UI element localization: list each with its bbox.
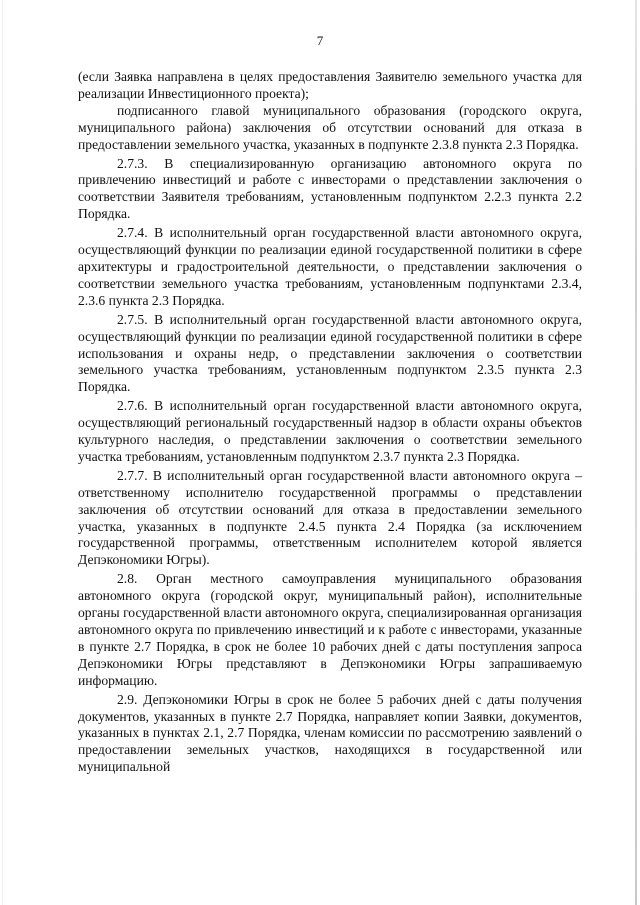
paragraph-2-7-6: 2.7.6. В исполнительный орган государственной власти автономного округа, осуществляющий региональный государственный надзор в области охраны объектов культурного наследия, о представлении заключения о соответствии земельного участка требованиям, установленным подпунктом 2.3.7 пункта 2.3 Порядка. [78, 398, 582, 464]
paragraph-2-9: 2.9. Депэкономики Югры в срок не более 5 рабочих дней с даты получения документов, указанных в пункте 2.7 Порядка, направляет копии Заявки, документов, указанных в пунктах 2.1, 2.7 Порядка, членам комиссии по рассмотрению заявлений о предоставлении земельных участков, находящихся в государственной или муниципальной [78, 691, 582, 775]
paragraph-2-7-5: 2.7.5. В исполнительный орган государственной власти автономного округа, осуществляющий функции по реализации единой государственной политики в сфере использования и охраны недр, о представлении заключения о соответствии земельного участка требованиям, установленным подпунктом 2.3.5 пункта 2.3 Порядка. [78, 311, 582, 395]
paragraph-continuation: (если Заявка направлена в целях предоставления Заявителю земельного участка для реализации Инвестиционного проекта); [78, 69, 582, 101]
scan-edge-left [2, 0, 3, 905]
paragraph-signed-conclusion: подписанного главой муниципального образования (городского округа, муниципального района) заключения об отсутствии оснований для отказа в предоставлении земельного участка, указанных в подпункте 2.3.8 пункта 2.3 Порядка. [78, 102, 582, 152]
paragraph-2-7-4: 2.7.4. В исполнительный орган государственной власти автономного округа, осуществляющий функции по реализации единой государственной политики в сфере архитектуры и градостроительной деятельности, о представлении заключения о соответствии земельного участка требованиям, установленным подпунктами 2.3.4, 2.3.6 пункта 2.3 Порядка. [78, 225, 582, 308]
page-number: 7 [316, 33, 324, 48]
paragraph-2-8: 2.8. Орган местного самоуправления муниципального образования автономного округа (городской округ, муниципальный район), исполнительные органы государственной власти автономного округа, специализированная организация автономного округа по привлечению инвестиций и к работе с инвесторами, указанные в пункте 2.7 Порядка, в срок не более 10 рабочих дней с даты поступления запроса Депэкономики Югры представляют в Депэкономики Югры запрашиваемую информацию. [78, 571, 582, 688]
paragraph-2-7-3: 2.7.3. В специализированную организацию автономного округа по привлечению инвестиций и работе с инвесторами о представлении заключения о соответствии Заявителя требованиям, установленным подпунктом 2.2.3 пункта 2.2 Порядка. [78, 155, 582, 222]
document-body [78, 69, 582, 776]
paragraph-2-7-7: 2.7.7. В исполнительный орган государственной власти автономного округа – ответственному исполнителю государственной программы о представлении заключения об отсутствии оснований для отказа в предоставлении земельного участка, указанных в подпункте 2.4.5 пункта 2.4 Порядка (за исключением государственной программы, ответственным исполнителем которой является Депэкономики Югры). [78, 467, 582, 568]
scan-edge-right [635, 0, 637, 905]
